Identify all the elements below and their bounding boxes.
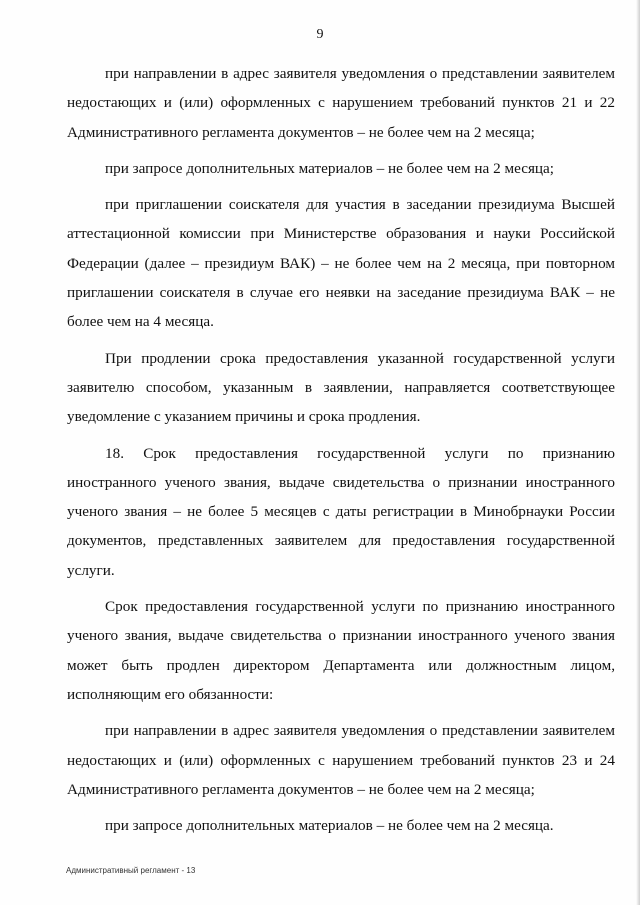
paragraph-presidium-invitation: при приглашении соискателя для участия в заседании президиума Высшей аттестационной комиссии при Министерстве образования и науки Российской Федерации (далее – президиум ВАК) – не более чем на 2 месяца, при повторном приглашении соискателя в случае его неявки на заседание президиума ВАК – не более чем на 4 месяца. [67, 196, 615, 331]
paragraph-item-18: 18. Срок предоставления государственной услуги по признанию иностранного ученого звания, выдаче свидетельства о признании иностранного ученого звания – не более 5 месяцев с даты регистрации в Минобрнауки России документов, представленных заявителем для предоставления государственной услуги. [67, 444, 615, 579]
paragraph-additional-materials-final: при запросе дополнительных материалов – не более чем на 2 месяца. [105, 817, 554, 835]
document-body [67, 59, 615, 847]
document-footer: Административный регламент - 13 [66, 866, 196, 875]
paragraph-notification-24: при направлении в адрес заявителя уведомления о представлении заявителем недостающих и (или) оформленных с нарушением требований пунктов 23 и 24 Административного регламента документов – не более чем на 2 месяца; [67, 722, 615, 798]
page-number: 9 [316, 27, 324, 42]
paragraph-additional-materials: при запросе дополнительных материалов – не более чем на 2 месяца; [105, 159, 555, 177]
page-edge-shadow [636, 0, 640, 905]
paragraph-notification-22: при направлении в адрес заявителя уведомления о представлении заявителем недостающих и (или) оформленных с нарушением требований пунктов 21 и 22 Административного регламента документов – не более чем на 2 месяца; [67, 65, 615, 141]
paragraph-term-extension: Срок предоставления государственной услуги по признанию иностранного ученого звания, выдаче свидетельства о признании иностранного ученого звания может быть продлен директором Департамента или должностным лицом, исполняющим его обязанности: [67, 598, 615, 703]
paragraph-extension-notice: При продлении срока предоставления указанной государственной услуги заявителю способом, указанным в заявлении, направляется соответствующее уведомление с указанием причины и срока продления. [67, 349, 615, 426]
